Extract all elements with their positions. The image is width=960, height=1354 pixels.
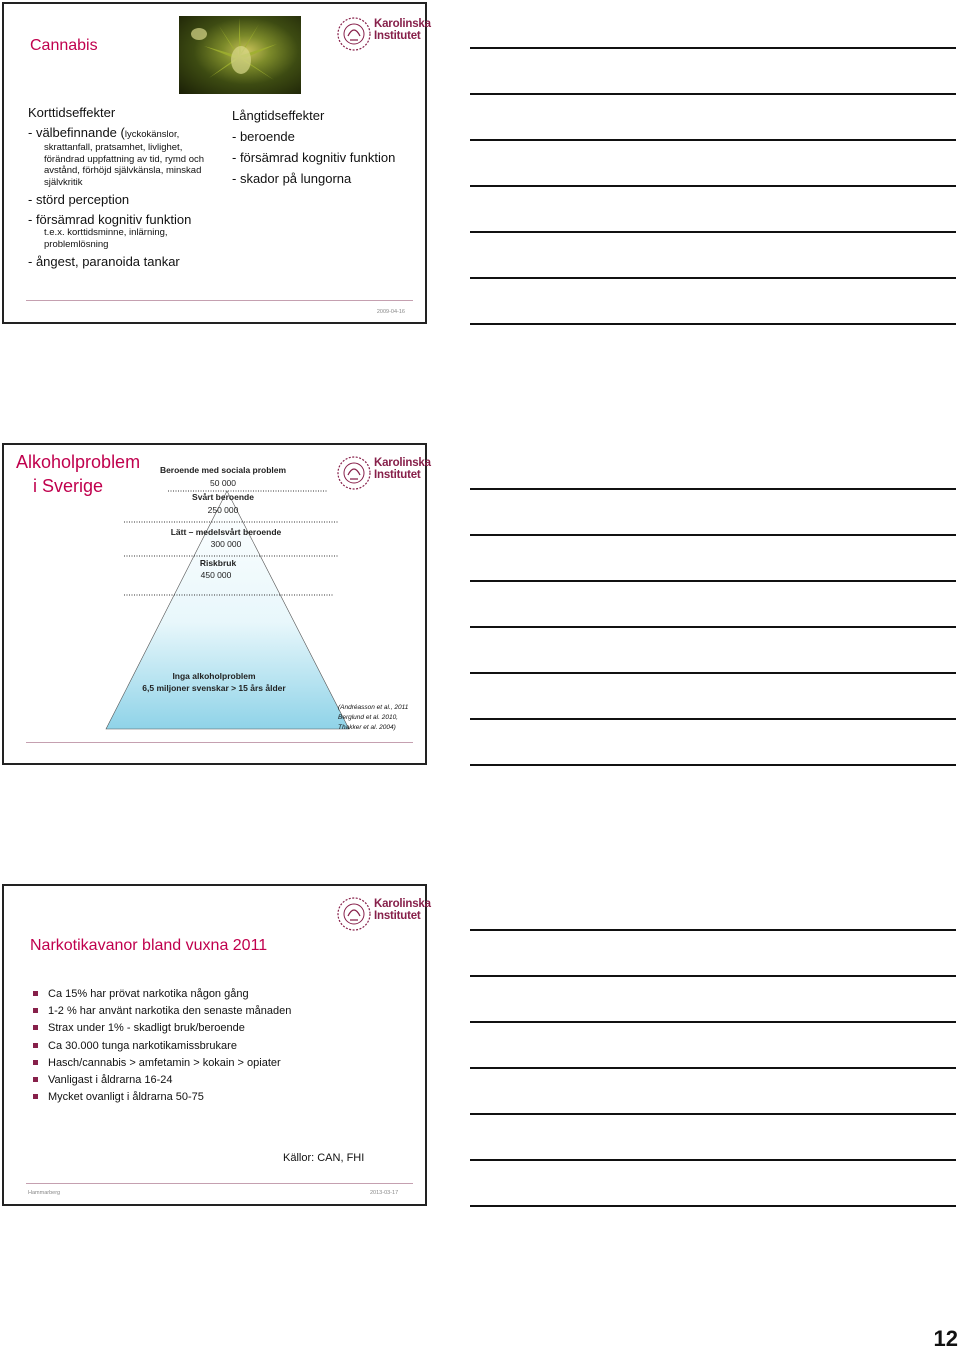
note-line [470,626,956,628]
page-number: 12 [933,1326,958,1351]
note-line [470,929,956,931]
short-term-item-1: - välbefinnande (lyckokänslor, [28,125,180,140]
note-line [470,139,956,141]
note-line [470,1205,956,1207]
level-label: Beroende med sociala problem [159,465,287,475]
note-line [470,1021,956,1023]
note-line [470,277,956,279]
note-line [470,534,956,536]
logo-line1: Karolinska [374,898,431,910]
list-item: Vanligast i åldrarna 16-24 [30,1072,410,1089]
list-item: 1-2 % har använt narkotika den senaste månaden [30,1003,410,1020]
note-line [470,764,956,766]
level-label: Lätt – medelsvårt beroende [170,527,282,537]
footer-author: Hammarberg [28,1190,61,1196]
karolinska-logo [336,894,431,942]
footer-divider [26,742,413,743]
short-term-item-4: - ångest, paranoida tankar [28,254,180,269]
short-term-item-2: - störd perception [28,192,130,207]
citation: (Andréasson et al., 2011 Berglund et al. 2010, Thakker et al. 2004) [338,704,409,731]
cannabis-photo [179,16,301,94]
logo-line2: Institutet [374,469,421,481]
short-term-item-3-detail: t.e.x. korttidsminne, inlärning, problemlösning [44,227,168,250]
long-term-effects [232,105,422,189]
note-line [470,47,956,49]
short-term-item-1-detail: skrattanfall, pratsamhet, livlighet, förändrad uppfattning av tid, rymd och avstånd, förhöjd självkänsla, minskad självkritik [44,142,205,188]
short-term-effects [28,105,223,269]
long-term-heading: Långtidseffekter [232,108,325,123]
short-term-heading: Korttidseffekter [28,105,116,120]
footer-date: 2013-03-17 [370,1190,399,1196]
short-term-item-3: - försämrad kognitiv funktion [28,212,192,227]
note-line [470,1113,956,1115]
karolinska-logo [336,14,431,62]
footer-divider [26,300,413,301]
sources: Källor: CAN, FHI [283,1152,365,1164]
slide-cannabis [2,2,431,324]
level-value: 6,5 miljoner svenskar > 15 års ålder [142,683,286,693]
logo-line1: Karolinska [374,457,431,469]
long-term-item: - skador på lungorna [232,171,352,186]
list-item: Hasch/cannabis > amfetamin > kokain > opiater [30,1055,410,1072]
bullet-list [30,986,410,1106]
logo-line1: Karolinska [374,18,431,30]
list-item: Strax under 1% - skadligt bruk/beroende [30,1020,410,1037]
logo-line2: Institutet [374,910,421,922]
level-label: Riskbruk [199,558,237,568]
logo-line2: Institutet [374,30,421,42]
level-value: 450 000 [200,570,232,580]
note-line [470,580,956,582]
note-line [470,185,956,187]
slide-title: Narkotikavanor bland vuxna 2011 [30,937,268,954]
level-value: 50 000 [210,478,236,488]
level-value: 250 000 [207,505,239,515]
long-term-item: - försämrad kognitiv funktion [232,150,396,165]
slide-alcohol-problems [2,443,431,765]
note-line [470,1159,956,1161]
slide-title: Cannabis [30,37,98,54]
level-label: Inga alkoholproblem [172,671,256,681]
note-line [470,718,956,720]
note-line [470,323,956,325]
note-line [470,672,956,674]
level-label: Svårt beroende [192,492,254,502]
slide-date: 2009-04-16 [376,309,405,315]
note-line [470,488,956,490]
long-term-item: - beroende [232,129,295,144]
note-line [470,93,956,95]
slide-drug-habits [2,884,431,1206]
list-item: Mycket ovanligt i åldrarna 50-75 [30,1089,410,1106]
note-line [470,975,956,977]
note-line [470,1067,956,1069]
ki-seal-icon [336,16,372,52]
slide-title: Alkoholproblem i Sverige [16,452,141,496]
list-item: Ca 30.000 tunga narkotikamissbrukare [30,1038,410,1055]
level-value: 300 000 [210,539,242,549]
note-line [470,231,956,233]
footer-divider [26,1183,413,1184]
list-item: Ca 15% har prövat narkotika någon gång [30,986,410,1003]
ki-seal-icon [336,896,372,932]
